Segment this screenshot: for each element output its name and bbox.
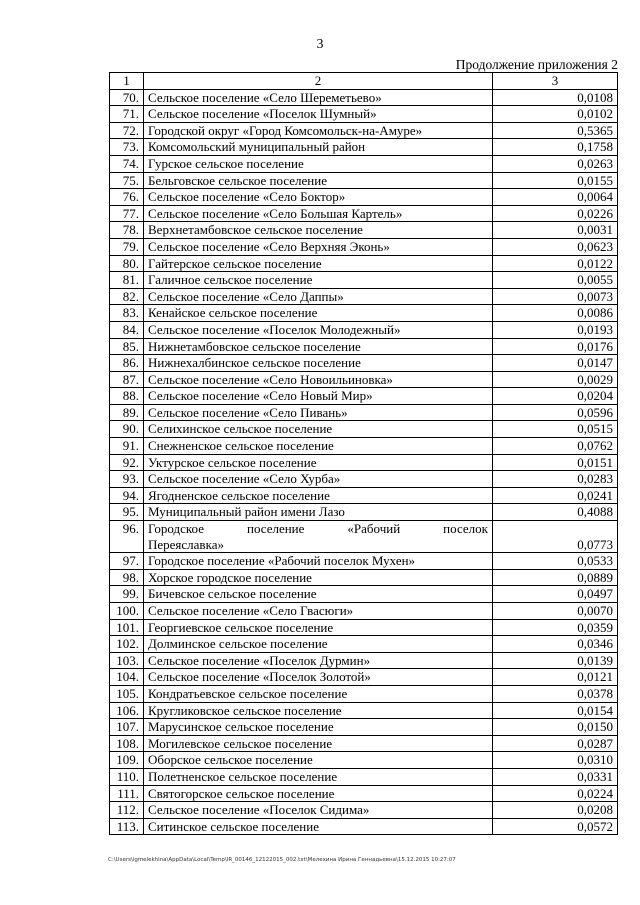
share-value: 0,0070 <box>493 603 618 620</box>
row-number: 91. <box>110 438 144 455</box>
municipality-name: Сельское поселение «Поселок Золотой» <box>144 669 493 686</box>
row-number: 101. <box>110 619 144 636</box>
municipality-name: Сельское поселение «Село Даппы» <box>144 288 493 305</box>
share-value: 0,1758 <box>493 139 618 156</box>
row-number: 84. <box>110 321 144 338</box>
page-number: 3 <box>316 37 324 52</box>
municipality-name: Сельское поселение «Поселок Шумный» <box>144 106 493 123</box>
share-value: 0,0331 <box>493 768 618 785</box>
municipality-name: Кондратьевское сельское поселение <box>144 685 493 702</box>
share-value: 0,0572 <box>493 818 618 835</box>
share-value: 0,0346 <box>493 636 618 653</box>
table-row <box>110 603 618 620</box>
table-row <box>110 438 618 455</box>
municipality-name: Сельское поселение «Село Шереметьево» <box>144 89 493 106</box>
table-header-row <box>110 73 618 90</box>
municipality-name: Бельговское сельское поселение <box>144 172 493 189</box>
row-number: 108. <box>110 735 144 752</box>
table-row <box>110 355 618 372</box>
share-value: 0,0226 <box>493 205 618 222</box>
table-row <box>110 338 618 355</box>
municipality-name: Нижнехалбинское сельское поселение <box>144 355 493 372</box>
table-row <box>110 404 618 421</box>
share-value: 0,0204 <box>493 388 618 405</box>
municipality-name: Городской округ «Город Комсомольск-на-Амуре» <box>144 122 493 139</box>
share-value: 0,4088 <box>493 504 618 521</box>
municipality-name: Комсомольский муниципальный район <box>144 139 493 156</box>
municipality-name-line-1 <box>148 521 488 537</box>
municipality-name: Сельское поселение «Село Большая Картель» <box>144 205 493 222</box>
table-row <box>110 288 618 305</box>
municipality-name: Полетненское сельское поселение <box>144 768 493 785</box>
name-word: поселок <box>443 521 488 537</box>
share-value: 0,0378 <box>493 685 618 702</box>
share-value: 0,0147 <box>493 355 618 372</box>
row-number: 71. <box>110 106 144 123</box>
table-row <box>110 421 618 438</box>
share-value: 0,0193 <box>493 321 618 338</box>
row-number: 102. <box>110 636 144 653</box>
table-row <box>110 818 618 835</box>
allocation-table <box>109 72 618 835</box>
municipality-name: Нижнетамбовское сельское поселение <box>144 338 493 355</box>
municipality-name: Сельское поселение «Поселок Дурмин» <box>144 652 493 669</box>
table-row <box>110 553 618 570</box>
row-number: 87. <box>110 371 144 388</box>
municipality-name: Сельское поселение «Село Верхняя Эконь» <box>144 238 493 255</box>
name-word: «Рабочий <box>347 521 401 537</box>
header-col-1: 1 <box>110 73 144 90</box>
share-value: 0,0515 <box>493 421 618 438</box>
municipality-name: Бичевское сельское поселение <box>144 586 493 603</box>
row-number: 86. <box>110 355 144 372</box>
municipality-name: Сельское поселение «Поселок Молодежный» <box>144 321 493 338</box>
table-row <box>110 238 618 255</box>
share-value: 0,0073 <box>493 288 618 305</box>
share-value: 0,0497 <box>493 586 618 603</box>
share-value: 0,0283 <box>493 471 618 488</box>
share-value: 0,0031 <box>493 222 618 239</box>
municipality-name-line-2: Переяславка» <box>148 536 224 552</box>
file-path-footer: C:\Users\igmelekhina\AppData\Local\Temp\IR_00146_12122015_002.txt\Мелехина Ирина Геннадьевна\15.12.2015 10:27:07 <box>108 857 456 863</box>
row-number: 110. <box>110 768 144 785</box>
share-value: 0,0086 <box>493 305 618 322</box>
municipality-name: Селихинское сельское поселение <box>144 421 493 438</box>
share-value: 0,0121 <box>493 669 618 686</box>
municipality-name: Хорское городское поселение <box>144 569 493 586</box>
share-value: 0,0055 <box>493 272 618 289</box>
row-number: 72. <box>110 122 144 139</box>
row-number: 112. <box>110 802 144 819</box>
table-row <box>110 189 618 206</box>
table-row <box>110 669 618 686</box>
table-row <box>110 106 618 123</box>
row-number: 83. <box>110 305 144 322</box>
municipality-name: Оборское сельское поселение <box>144 752 493 769</box>
row-number: 90. <box>110 421 144 438</box>
name-word: Городское <box>148 521 204 537</box>
row-number: 93. <box>110 471 144 488</box>
header-col-3: 3 <box>493 73 618 90</box>
table-row <box>110 471 618 488</box>
municipality-name: Ягодненское сельское поселение <box>144 487 493 504</box>
table-row <box>110 735 618 752</box>
municipality-name: Городское поселение «Рабочий поселок Мухен» <box>144 553 493 570</box>
table-row <box>110 388 618 405</box>
share-value: 0,0263 <box>493 155 618 172</box>
municipality-name: Кенайское сельское поселение <box>144 305 493 322</box>
row-number: 88. <box>110 388 144 405</box>
table-row <box>110 272 618 289</box>
municipality-name: Сельское поселение «Поселок Сидима» <box>144 802 493 819</box>
municipality-name: Сельское поселение «Село Боктор» <box>144 189 493 206</box>
table-row <box>110 321 618 338</box>
municipality-name: Долминское сельское поселение <box>144 636 493 653</box>
municipality-name: Муниципальный район имени Лазо <box>144 504 493 521</box>
table-row <box>110 89 618 106</box>
table-row <box>110 205 618 222</box>
share-value: 0,0224 <box>493 785 618 802</box>
row-number: 98. <box>110 569 144 586</box>
row-number: 77. <box>110 205 144 222</box>
table-row <box>110 305 618 322</box>
row-number: 94. <box>110 487 144 504</box>
row-number: 70. <box>110 89 144 106</box>
table-row <box>110 752 618 769</box>
share-value: 0,0533 <box>493 553 618 570</box>
share-value: 0,0029 <box>493 371 618 388</box>
municipality-name: Гайтерское сельское поселение <box>144 255 493 272</box>
share-value: 0,0889 <box>493 569 618 586</box>
municipality-name: Верхнетамбовское сельское поселение <box>144 222 493 239</box>
municipality-name: Святогорское сельское поселение <box>144 785 493 802</box>
table-row <box>110 122 618 139</box>
share-value: 0,0064 <box>493 189 618 206</box>
share-value: 0,0773 <box>493 521 618 553</box>
municipality-name: Галичное сельское поселение <box>144 272 493 289</box>
table-row <box>110 504 618 521</box>
table-row <box>110 719 618 736</box>
row-number: 111. <box>110 785 144 802</box>
table-row <box>110 222 618 239</box>
row-number: 74. <box>110 155 144 172</box>
municipality-name: Сельское поселение «Село Хурба» <box>144 471 493 488</box>
municipality-name: Георгиевское сельское поселение <box>144 619 493 636</box>
row-number: 97. <box>110 553 144 570</box>
share-value: 0,0287 <box>493 735 618 752</box>
table-row <box>110 619 618 636</box>
share-value: 0,0150 <box>493 719 618 736</box>
table-row <box>110 636 618 653</box>
municipality-name: Сельское поселение «Село Новый Мир» <box>144 388 493 405</box>
share-value: 0,0139 <box>493 652 618 669</box>
table-row <box>110 569 618 586</box>
municipality-name: Сельское поселение «Село Гвасюги» <box>144 603 493 620</box>
row-number: 92. <box>110 454 144 471</box>
table-row <box>110 454 618 471</box>
row-number: 82. <box>110 288 144 305</box>
share-value: 0,0122 <box>493 255 618 272</box>
municipality-name <box>144 521 493 553</box>
share-value: 0,0151 <box>493 454 618 471</box>
table-row <box>110 685 618 702</box>
table-row <box>110 521 618 553</box>
table-row <box>110 487 618 504</box>
header-col-2: 2 <box>144 73 493 90</box>
row-number: 103. <box>110 652 144 669</box>
table-row <box>110 802 618 819</box>
row-number: 99. <box>110 586 144 603</box>
municipality-name: Уктурское сельское поселение <box>144 454 493 471</box>
share-value: 0,0359 <box>493 619 618 636</box>
row-number: 89. <box>110 404 144 421</box>
table-row <box>110 586 618 603</box>
row-number: 80. <box>110 255 144 272</box>
table-row <box>110 371 618 388</box>
table-row <box>110 255 618 272</box>
name-word: поселение <box>246 521 305 537</box>
row-number: 96. <box>110 521 144 553</box>
row-number: 105. <box>110 685 144 702</box>
row-number: 95. <box>110 504 144 521</box>
table-row <box>110 768 618 785</box>
share-value: 0,0102 <box>493 106 618 123</box>
share-value: 0,0623 <box>493 238 618 255</box>
continuation-label: Продолжение приложения 2 <box>455 57 618 72</box>
table-row <box>110 785 618 802</box>
row-number: 100. <box>110 603 144 620</box>
municipality-name: Кругликовское сельское поселение <box>144 702 493 719</box>
row-number: 113. <box>110 818 144 835</box>
share-value: 0,0241 <box>493 487 618 504</box>
share-value: 0,0155 <box>493 172 618 189</box>
row-number: 104. <box>110 669 144 686</box>
table-row <box>110 155 618 172</box>
municipality-name: Могилевское сельское поселение <box>144 735 493 752</box>
share-value: 0,0762 <box>493 438 618 455</box>
row-number: 85. <box>110 338 144 355</box>
row-number: 109. <box>110 752 144 769</box>
row-number: 78. <box>110 222 144 239</box>
municipality-name: Ситинское сельское поселение <box>144 818 493 835</box>
share-value: 0,0108 <box>493 89 618 106</box>
table-row <box>110 702 618 719</box>
table-row <box>110 172 618 189</box>
row-number: 107. <box>110 719 144 736</box>
row-number: 106. <box>110 702 144 719</box>
row-number: 75. <box>110 172 144 189</box>
share-value: 0,0176 <box>493 338 618 355</box>
share-value: 0,0154 <box>493 702 618 719</box>
share-value: 0,5365 <box>493 122 618 139</box>
municipality-name: Гурское сельское поселение <box>144 155 493 172</box>
municipality-name: Сельское поселение «Село Новоильиновка» <box>144 371 493 388</box>
municipality-name: Снежненское сельское поселение <box>144 438 493 455</box>
table-row <box>110 139 618 156</box>
row-number: 73. <box>110 139 144 156</box>
table-row <box>110 652 618 669</box>
row-number: 76. <box>110 189 144 206</box>
municipality-name: Марусинское сельское поселение <box>144 719 493 736</box>
share-value: 0,0596 <box>493 404 618 421</box>
share-value: 0,0310 <box>493 752 618 769</box>
share-value: 0,0208 <box>493 802 618 819</box>
row-number: 79. <box>110 238 144 255</box>
municipality-name: Сельское поселение «Село Пивань» <box>144 404 493 421</box>
row-number: 81. <box>110 272 144 289</box>
